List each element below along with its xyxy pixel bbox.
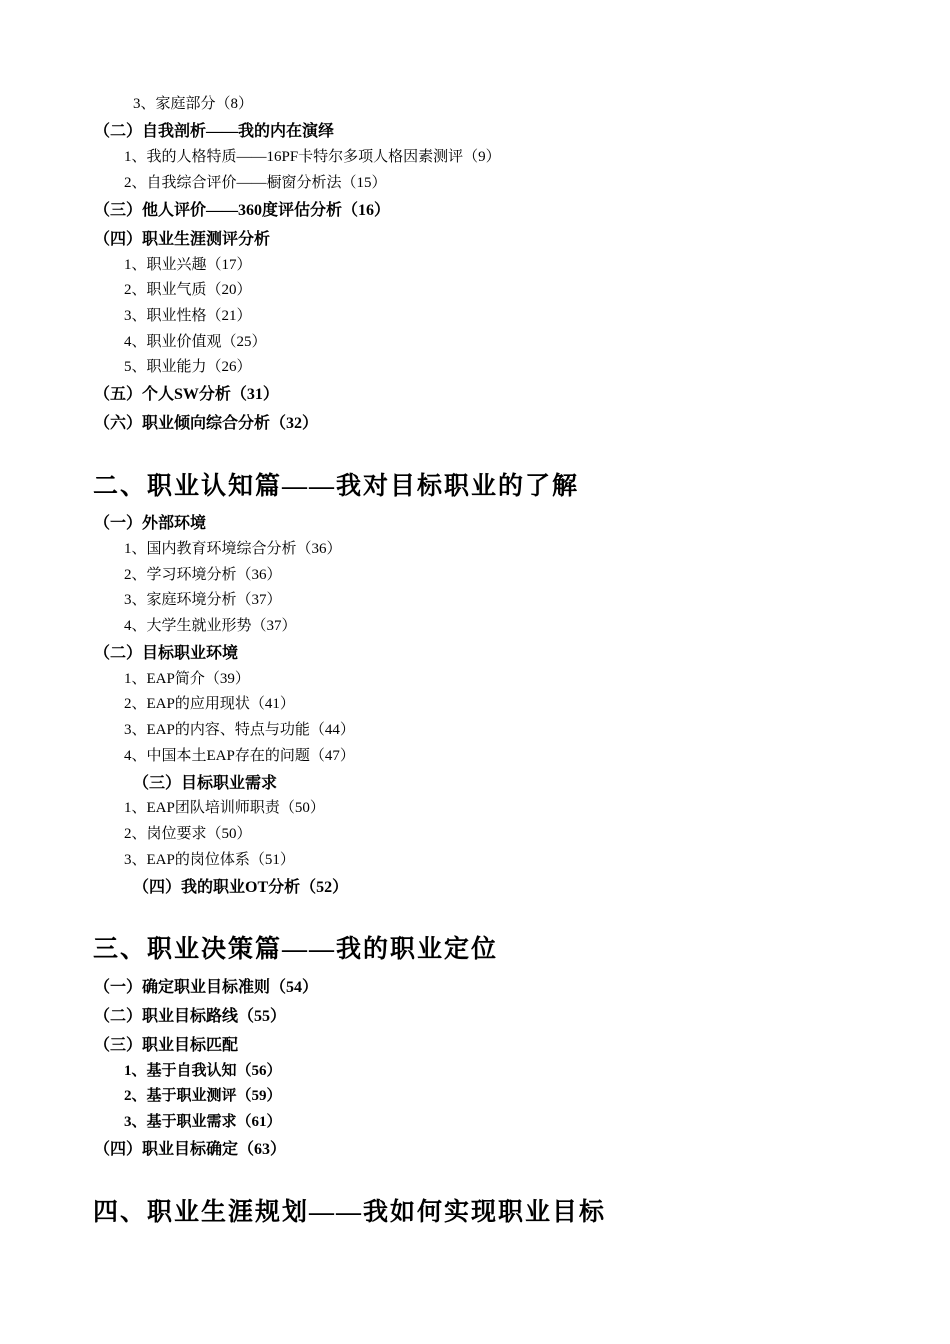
- toc-item: 1、职业兴趣（17）: [124, 257, 252, 273]
- toc-subsection: （四）我的职业OT分析（52）: [133, 879, 349, 896]
- toc-item: 1、EAP团队培训师职责（50）: [124, 800, 325, 816]
- toc-item: 2、岗位要求（50）: [124, 826, 252, 842]
- toc-item: 1、基于自我认知（56）: [124, 1063, 282, 1079]
- toc-chapter-heading: 二、职业认知篇——我对目标职业的了解: [93, 473, 580, 500]
- toc-subsection: （二）目标职业环境: [94, 645, 239, 662]
- toc-subsection: （三）目标职业需求: [133, 775, 278, 792]
- toc-item: 2、EAP的应用现状（41）: [124, 696, 295, 712]
- toc-chapter-heading: 三、职业决策篇——我的职业定位: [93, 936, 499, 963]
- toc-item: 5、职业能力（26）: [124, 359, 252, 375]
- toc-subsection: （一）确定职业目标准则（54）: [94, 979, 319, 996]
- toc-item: 3、职业性格（21）: [124, 308, 252, 324]
- toc-subsection: （三）他人评价——360度评估分析（16）: [94, 202, 391, 219]
- toc-item: 3、家庭部分（8）: [133, 96, 254, 112]
- toc-item: 2、学习环境分析（36）: [124, 567, 282, 583]
- toc-item: 3、EAP的内容、特点与功能（44）: [124, 722, 355, 738]
- toc-subsection: （四）职业目标确定（63）: [94, 1141, 287, 1158]
- toc-subsection: （二）职业目标路线（55）: [94, 1008, 287, 1025]
- toc-item: 4、中国本土EAP存在的问题（47）: [124, 748, 355, 764]
- toc-item: 3、家庭环境分析（37）: [124, 592, 282, 608]
- toc-item: 4、职业价值观（25）: [124, 334, 267, 350]
- toc-item: 3、基于职业需求（61）: [124, 1114, 282, 1130]
- toc-item: 3、EAP的岗位体系（51）: [124, 852, 295, 868]
- toc-subsection: （五）个人SW分析（31）: [94, 386, 279, 403]
- toc-subsection: （一）外部环境: [94, 515, 207, 532]
- toc-subsection: （六）职业倾向综合分析（32）: [94, 415, 319, 432]
- toc-item: 2、自我综合评价——橱窗分析法（15）: [124, 175, 387, 191]
- toc-chapter-heading: 四、职业生涯规划——我如何实现职业目标: [93, 1199, 607, 1226]
- toc-item: 2、基于职业测评（59）: [124, 1088, 282, 1104]
- toc-item: 4、大学生就业形势（37）: [124, 618, 297, 634]
- toc-subsection: （三）职业目标匹配: [94, 1037, 239, 1054]
- toc-subsection: （二）自我剖析——我的内在演绎: [94, 123, 335, 140]
- toc-item: 1、我的人格特质——16PF卡特尔多项人格因素测评（9）: [124, 149, 501, 165]
- toc-item: 1、国内教育环境综合分析（36）: [124, 541, 342, 557]
- toc-subsection: （四）职业生涯测评分析: [94, 231, 271, 248]
- toc-item: 1、EAP简介（39）: [124, 671, 250, 687]
- toc-item: 2、职业气质（20）: [124, 282, 252, 298]
